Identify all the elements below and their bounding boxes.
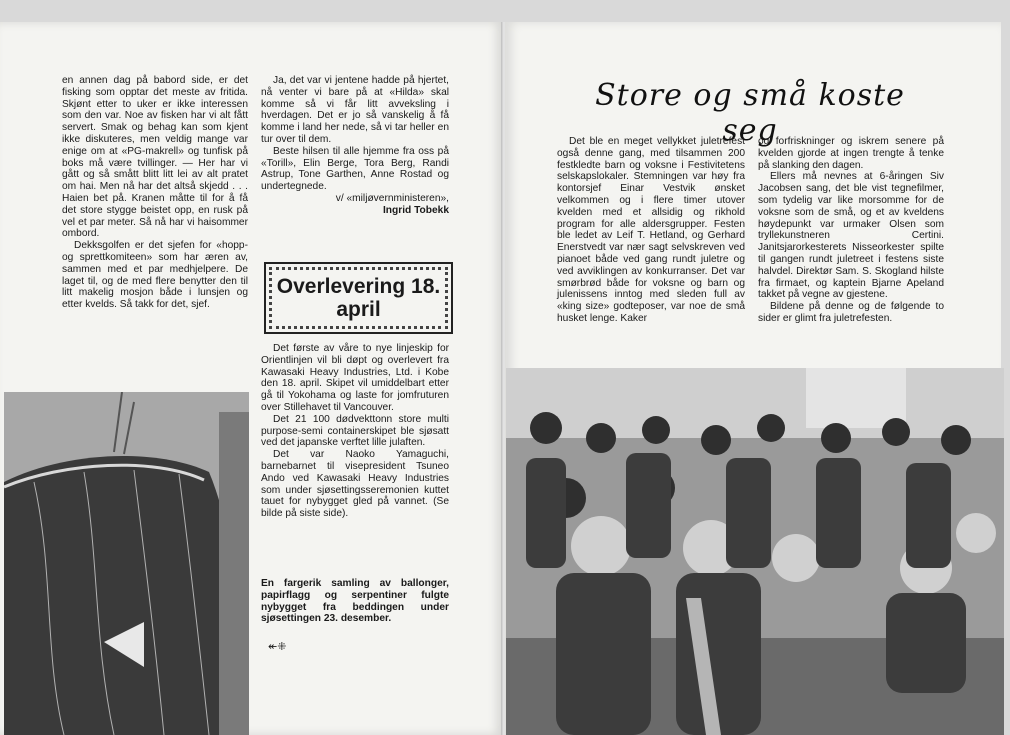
ship-bow-illustration <box>4 392 249 735</box>
left-col2-paragraph-1: Ja, det var vi jentene hadde på hjertet, nå venter vi bare på at «Hilda» skal komme så vi får litt avveksling i hverdagen. Det er jo så vanskelig å få komme i land her nede, så vi tar heller en tur over til dem. <box>261 75 449 145</box>
ship-launch-photo <box>4 392 249 735</box>
left-column-2 <box>261 75 449 217</box>
article-heading-box <box>264 262 453 334</box>
right-column-1 <box>557 136 745 325</box>
left-column-1 <box>62 75 248 311</box>
right-col1-paragraph-1: Det ble en meget vellykket juletrefest også denne gang, med tilsammen 200 festkledte barn og voksne i Festivitetens selskapslokaler. Stemningen var høy fra kontorsjef Einar Vestvik ønsket velkommen og i flere timer utover kvelden med et allsidig og rikhold program for alle aldersgrupper. Festen ble ledet av Leif T. Hetland, og Gerhard Enerstvedt var nær sagt selvskreven ved pianoet både ved gang rundt juletre og ved avviklingen av konkurranser. Det var smørbrød både for voksne og barn og julenissens inntog med sleden full av «king size» godteposer, var noe de små husket lenge. Kaker <box>557 136 745 324</box>
right-col2-paragraph-1: og forfriskninger og iskrem senere på kvelden gjorde at ingen trengte å tenke på slanking den dagen. <box>758 136 944 171</box>
photo-caption <box>261 578 449 625</box>
left-col1-paragraph-2: Dekksgolfen er det sjefen for «hopp- og sprettkomiteen» som har æren av, sammen med et par medhjelpere. De laget til, og de med flere benytter den til litt makelig mosjon både i lunsjen og etter kvelds. Så takk for det, sjef. <box>62 240 248 311</box>
right-col2-paragraph-2: Ellers må nevnes at 6-åringen Siv Jacobsen sang, det ble vist tegnefilmer, som tydelig var like morsomme for de voksne som de små, og et av kveldens høydepunkt var urmaker Olsen som tryllekunstneren Certini. Janitsjarorkesterets Nisseorkester spilte til gangen rundt juletreet i festens siste halvdel. Direktør Sam. S. Skogland hilste fra firmaet, og kaptein Bjarne Apeland takket på vegne av gjestene. <box>758 171 944 301</box>
right-col2-paragraph-3: Bildene på denne og de følgende to sider er glimt fra juletrefesten. <box>758 301 944 324</box>
article-heading: Overlevering 18. april <box>276 275 441 321</box>
children-party-illustration <box>506 368 1004 735</box>
left-col2-paragraph-2: Beste hilsen til alle hjemme fra oss på «Torill», Elin Berge, Tora Berg, Randi Astrup, Tone Garthen, Anne Rostad og undertegnede. <box>261 145 449 193</box>
article-column <box>261 343 449 520</box>
article-paragraph-1: Det første av våre to nye linjeskip for Orientlinjen vil bli døpt og overlevert fra Kawasaki Heavy Industries, Ltd. i Kobe den 18. april. Skipet vil umiddelbart etter gå til Yokohama og laste for jomfruturen over Stillehavet til Vancouver. <box>261 343 449 413</box>
article-paragraph-3: Det var Naoko Yamaguchi, barnebarnet til visepresident Tsuneo Ando ved Kawasaki Heavy Industries som under sjøsettingsseremonien kuttet tauet for nybygget gled på vannet. (Se bilde på siste side). <box>261 449 449 520</box>
christmas-party-photo <box>506 368 1004 735</box>
article-paragraph-2: Det 21 100 dødvekttonn store multi purpose-semi containerskipet ble sjøsatt ved det japanske verftet lille julaften. <box>261 413 449 449</box>
left-col1-paragraph-1: en annen dag på babord side, er det fisking som opptar det meste av fritida. Skjønt etter to uker er ikke interessen som den var. Noe av fisken har vi alt fått servert. Smak og behag kan som kjent ikke diskuteres, men veldig mange var enige om at «PG-makrell» og tunfisk på boks må være tvillinger. — Her har vi gått og så smått blitt litt lei av alt pratet om hai. Men nå har det altså skjedd . . . Haien bet på. Kranen måtte til for å få det store stygge beistet opp, en rusk på vel et par meter. Så nå har vi haisommer ombord. <box>62 75 248 240</box>
right-column-2 <box>758 136 944 325</box>
signature-line: v/ «miljøvernministeren», <box>335 192 449 204</box>
signature-name: Ingrid Tobekk <box>382 204 449 216</box>
article-title: Store og små koste seg <box>595 78 905 148</box>
photo-caption-text: En fargerik samling av ballonger, papirflagg og serpentiner fulgte nybygget fra beddingen under sjøsettingen 23. desember. <box>261 578 449 625</box>
end-mark: ↞⁜ <box>268 641 287 653</box>
